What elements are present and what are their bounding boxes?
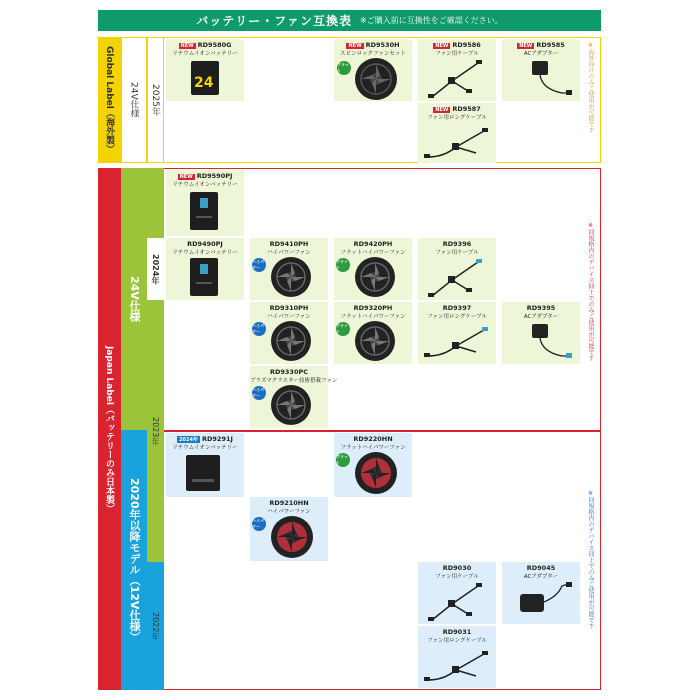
product-rd9586[interactable] (418, 39, 496, 101)
product-name: ファン用ケーブル (435, 250, 479, 256)
high-power-tag: ハイパワー (252, 517, 266, 531)
product-name: ACアダプター (523, 314, 559, 320)
flat-tag: フラット (336, 258, 350, 272)
product-rd9210hn[interactable] (250, 497, 328, 561)
page-banner (98, 10, 601, 31)
fan-icon (354, 57, 398, 101)
global-label: Global Label（海外製） (98, 37, 121, 163)
product-code: RD9030 (442, 564, 472, 572)
section-divider-12v (164, 430, 601, 432)
fan-icon (270, 256, 312, 298)
product-code: RD9420PH (353, 240, 393, 248)
product-rd9395[interactable] (502, 302, 580, 364)
product-rd9420ph[interactable] (334, 238, 412, 300)
product-rd9396[interactable] (418, 238, 496, 300)
product-rd9490pj[interactable] (166, 238, 244, 300)
new-badge: NEW (519, 43, 533, 49)
fan-icon (270, 515, 314, 559)
flat-tag: フラット (336, 322, 350, 336)
product-code: RD9210HN (269, 499, 309, 507)
product-name: リチウムイオンバッテリー (172, 51, 238, 57)
flat-tag: フラット (336, 453, 350, 467)
product-name: ファン用ケーブル (435, 51, 479, 57)
product-rd9585[interactable] (502, 39, 580, 101)
battery-icon (190, 258, 220, 298)
cable-icon (428, 582, 488, 622)
high-power-tag: ハイパワー (252, 258, 266, 272)
product-code: RD9587 (452, 105, 481, 113)
fan-icon (270, 384, 312, 426)
product-name: ファン用ケーブル (435, 574, 479, 580)
cable-icon (428, 258, 488, 298)
year-badge: 2024年 (179, 437, 198, 443)
product-rd9330pc[interactable] (250, 366, 338, 428)
long-cable-icon (424, 123, 490, 161)
global-note: ※海外向けのみご使用が可能です (587, 42, 594, 133)
product-name: ファン用ロングケーブル (427, 638, 487, 644)
product-name: フラットハイパワーファン (340, 314, 406, 320)
product-rd9045[interactable] (502, 562, 580, 624)
product-code: RD9586 (452, 41, 481, 49)
product-rd9580g[interactable] (166, 39, 244, 101)
global-24v-label: 24V仕様 (121, 37, 147, 163)
long-cable-icon (424, 646, 490, 684)
long-cable-icon (424, 322, 490, 360)
product-name: スピンロックファンセット (340, 51, 406, 57)
product-rd9530h[interactable] (334, 39, 412, 101)
year-2023-label: 2023年 (147, 300, 164, 562)
product-rd9397[interactable] (418, 302, 496, 364)
product-name: ファン用ロングケーブル (427, 314, 487, 320)
fan-icon (354, 256, 396, 298)
product-rd9291j[interactable] (166, 433, 244, 497)
product-name: フラットハイパワーファン (340, 445, 406, 451)
battery-icon (190, 192, 220, 232)
high-power-tag: ハイパワー (252, 386, 266, 400)
ac-adapter-icon (518, 582, 574, 622)
product-code: RD9530H (365, 41, 400, 49)
svg-text:24: 24 (194, 75, 214, 91)
new-badge: NEW (180, 43, 194, 49)
flat-tag: フラット (337, 61, 351, 75)
page-note: ※ご購入前に互換性をご確認ください。 (360, 16, 503, 25)
product-rd9320ph[interactable] (334, 302, 412, 364)
product-rd9410ph[interactable] (250, 238, 328, 300)
product-name: リチウムイオンバッテリー (172, 182, 238, 188)
product-code: RD9310PH (269, 304, 309, 312)
battery-icon (186, 455, 222, 493)
ac-adapter-icon (522, 322, 572, 362)
product-rd9590pj[interactable] (166, 170, 244, 236)
product-name: ファン用ロングケーブル (427, 115, 487, 121)
high-power-tag: ハイパワー (252, 322, 266, 336)
product-rd9587[interactable] (418, 103, 496, 163)
product-code: RD9045 (526, 564, 556, 572)
product-name: リチウムイオンバッテリー (172, 445, 238, 451)
japan12-note: ※同規格内のデバイス同士でのみご使用が可能です (587, 490, 594, 629)
product-code: RD9031 (442, 628, 472, 636)
product-name: ACアダプター (523, 574, 559, 580)
ac-adapter-icon (522, 59, 572, 99)
product-name: フラットハイパワーファン (340, 250, 406, 256)
year-2025-label: 2025年 (147, 37, 164, 163)
product-code: RD9320PH (353, 304, 393, 312)
page-title: バッテリー・ファン互換表 (196, 14, 353, 28)
product-rd9030[interactable] (418, 562, 496, 624)
fan-icon (354, 320, 396, 362)
fan-icon (354, 451, 398, 495)
product-name: ハイパワーファン (267, 250, 311, 256)
new-badge: NEW (179, 174, 193, 180)
product-code: RD9580G (197, 41, 232, 49)
product-name: ACアダプター (523, 51, 559, 57)
product-name: ブラズマクラスター技術搭載ファン (250, 378, 338, 384)
year-2024-label: 2024年 (147, 238, 164, 300)
year-2022-label: 2022年 (147, 562, 164, 690)
product-rd9031[interactable] (418, 626, 496, 688)
new-badge: NEW (435, 43, 449, 49)
product-code: RD9396 (442, 240, 472, 248)
japan-label: Japan Label（バッテリーのみ日本製） (98, 168, 121, 690)
product-code: RD9410PH (269, 240, 309, 248)
product-code: RD9397 (442, 304, 472, 312)
cable-icon (428, 59, 488, 99)
japan24-note: ※同規格内のデバイス同士でのみご使用が可能です (587, 222, 594, 361)
product-code: RD9330PC (269, 368, 309, 376)
japan-24v-label: 24V仕様 (121, 168, 147, 430)
product-code: RD9590PJ (196, 172, 233, 180)
product-rd9310ph[interactable] (250, 302, 328, 364)
product-name: ハイパワーファン (267, 314, 311, 320)
product-code: RD9291J (202, 435, 233, 443)
new-badge: NEW (435, 107, 449, 113)
product-name: ハイパワーファン (267, 509, 311, 515)
battery-24v-icon (191, 61, 221, 97)
product-code: RD9220HN (353, 435, 393, 443)
product-code: RD9395 (526, 304, 556, 312)
fan-icon (270, 320, 312, 362)
product-code: RD9585 (536, 41, 565, 49)
product-code: RD9490PJ (187, 240, 223, 248)
product-name: リチウムイオンバッテリー (172, 250, 238, 256)
product-rd9220hn[interactable] (334, 433, 412, 497)
new-badge: NEW (348, 43, 362, 49)
japan-12v-label: 2020年以降モデル（12V仕様） (121, 430, 147, 690)
